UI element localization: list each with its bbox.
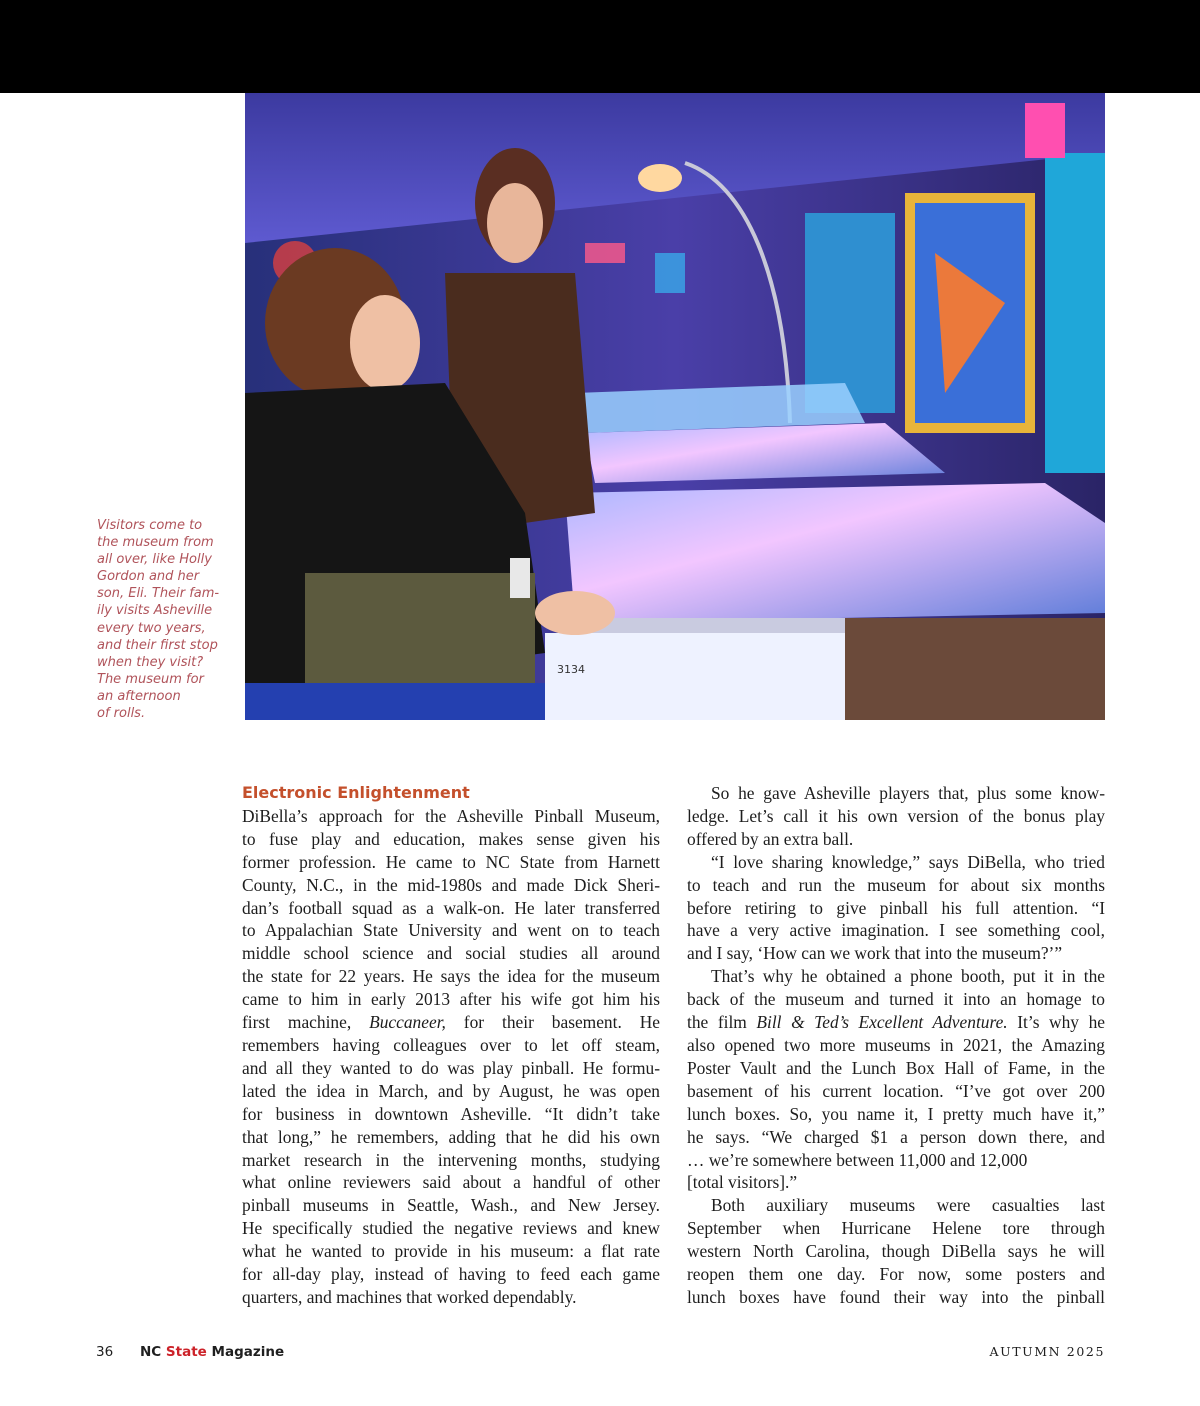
body-line: remembers having colleagues over to let off steam, (242, 1034, 660, 1055)
body-line: the film Bill & Ted’s Excellent Adventure. It’s why he (687, 1012, 1105, 1033)
body-line: That’s why he obtained a phone booth, put it in the (711, 966, 1105, 987)
body-line: lunch boxes have found their way into the pinball (687, 1286, 1105, 1307)
magazine-name (140, 1344, 284, 1360)
machine-number: 3134 (557, 663, 585, 676)
body-line: also opened two more museums in 2021, the Amazing (687, 1034, 1105, 1055)
italic-title: Buccaneer, (369, 1012, 446, 1033)
body-line: he says. “We charged $1 a person down there, and (687, 1126, 1105, 1147)
body-line: ledge. Let’s call it his own version of the bonus play (687, 805, 1105, 826)
body-line: to fuse play and education, makes sense given his (242, 828, 660, 849)
body-line: DiBella’s approach for the Asheville Pinball Museum, (242, 805, 660, 826)
caption-line: of rolls. (97, 706, 146, 722)
caption-line: The museum for (97, 671, 204, 687)
body-line: basement of his current location. “I’ve got over 200 (687, 1080, 1105, 1101)
body-line: have a very active imagination. I see something cool, (687, 920, 1105, 941)
caption-line: when they visit? (97, 654, 204, 670)
body-line: September when Hurricane Helene tore through (687, 1218, 1105, 1239)
top-black-band (0, 0, 1200, 93)
body-line: Poster Vault and the Lunch Box Hall of Fame, in the (687, 1057, 1105, 1078)
body-line: market research in the intervening months, studying (242, 1149, 660, 1170)
caption-line: an afternoon (97, 688, 181, 704)
body-line: reopen them one day. For now, some posters and (687, 1264, 1105, 1285)
body-line: lated the idea in March, and by August, he was open (242, 1080, 660, 1101)
body-line: what online reviewers said about a handful of other (242, 1172, 660, 1193)
pinball-museum-photo (245, 93, 1105, 720)
body-line: the state for 22 years. He says the idea for the museum (242, 966, 660, 987)
body-line: [total visitors].” (687, 1172, 798, 1193)
page-footer (0, 1344, 1200, 1364)
body-line: … we’re somewhere between 11,000 and 12,000 (687, 1149, 1028, 1170)
body-line: for business in downtown Asheville. “It didn’t take (242, 1103, 660, 1124)
body-line: former profession. He came to NC State from Harnett (242, 851, 660, 872)
body-line: before retiring to give pinball his full attention. “I (687, 897, 1105, 918)
body-line: lunch boxes. So, you name it, I pretty much have it,” (687, 1103, 1105, 1124)
page-number: 36 (96, 1344, 114, 1360)
section-heading: Electronic Enlightenment (242, 783, 470, 802)
caption-line: Visitors come to (97, 518, 203, 533)
caption-line: and their first stop (97, 637, 218, 653)
caption-line: every two years, (97, 620, 206, 636)
body-line: that long,” he remembers, adding that he did his own (242, 1126, 660, 1147)
body-line: first machine, Buccaneer, for their basement. He (242, 1012, 660, 1033)
body-line: offered by an extra ball. (687, 828, 854, 849)
body-line: Both auxiliary museums were casualties last (711, 1195, 1105, 1216)
body-line: “I love sharing knowledge,” says DiBella, who tried (711, 851, 1105, 872)
body-line: for all-day play, instead of having to feed each game (242, 1264, 660, 1285)
caption-line: son, Eli. Their fam- (97, 586, 220, 602)
body-line: to Appalachian State University and went on to teach (242, 920, 660, 941)
photo-caption (97, 517, 227, 722)
magazine-word: Magazine (211, 1344, 285, 1360)
caption-line: ily visits Asheville (97, 603, 213, 619)
italic-title: Bill & Ted’s Excellent Adventure. (756, 1012, 1008, 1033)
body-line: quarters, and machines that worked dependably. (242, 1286, 577, 1307)
body-line: what he wanted to provide in his museum: a flat rate (242, 1241, 660, 1262)
body-line: and I say, ‘How can we work that into the museum?’” (687, 943, 1063, 964)
body-line: dan’s football squad as a walk-on. He later transferred (242, 897, 660, 918)
body-line: pinball museums in Seattle, Wash., and New Jersey. (242, 1195, 660, 1216)
body-line: to teach and run the museum for about six months (687, 874, 1105, 895)
body-line: back of the museum and turned it into an homage to (687, 989, 1105, 1010)
body-line: came to him in early 2013 after his wife got him his (242, 989, 660, 1010)
body-line: middle school science and social studies all around (242, 943, 660, 964)
body-line: County, N.C., in the mid-1980s and made Dick Sheri- (242, 874, 660, 895)
caption-line: the museum from (97, 535, 214, 551)
article-column-right (687, 782, 1105, 1309)
body-line: western North Carolina, though DiBella says he will (687, 1241, 1105, 1262)
body-line: and all they wanted to do was play pinball. He formu- (242, 1057, 660, 1078)
caption-line: all over, like Holly (97, 552, 212, 568)
body-line: He specifically studied the negative reviews and knew (242, 1218, 660, 1239)
magazine-nc: NC (140, 1344, 162, 1360)
issue-label: AUTUMN 2025 (989, 1344, 1105, 1359)
magazine-state: State (165, 1344, 207, 1360)
caption-line: Gordon and her (97, 569, 200, 585)
body-line: So he gave Asheville players that, plus some know- (711, 783, 1105, 803)
article-column-left (242, 782, 660, 1309)
